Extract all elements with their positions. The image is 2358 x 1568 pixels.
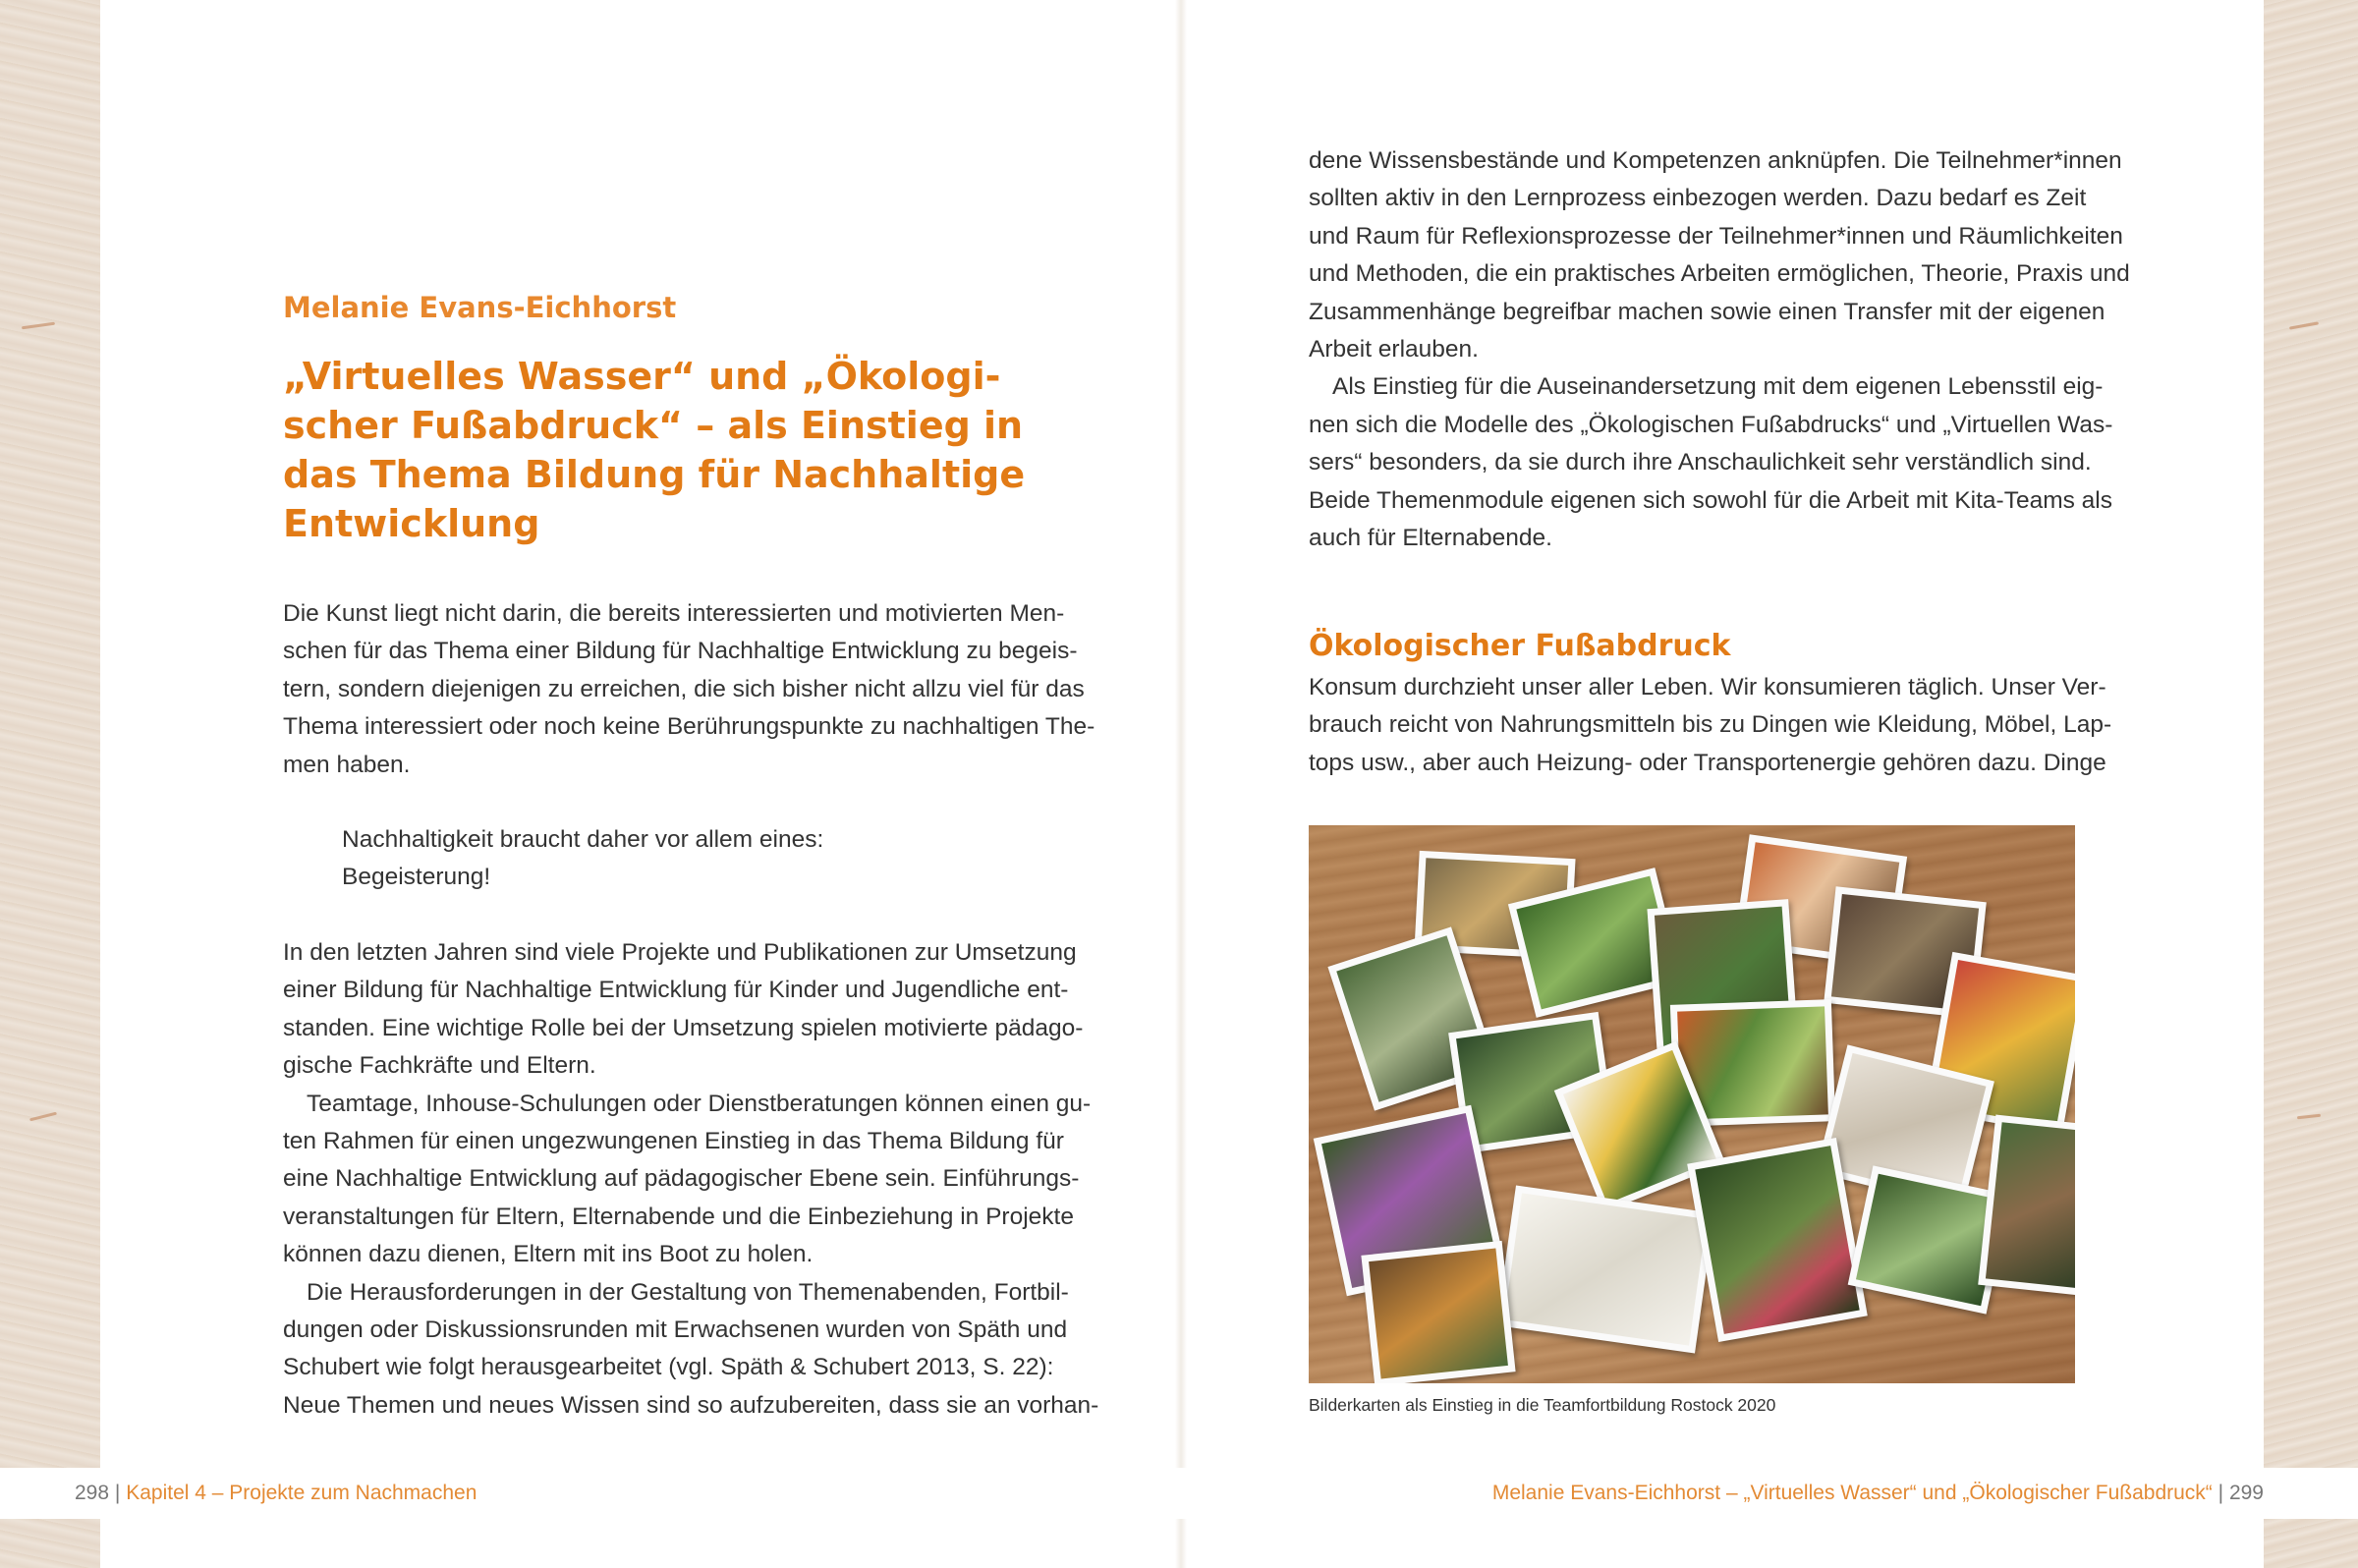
text-line: Beide Themenmodule eigenen sich sowohl für die Arbeit mit Kita-Teams als [1309,486,2112,514]
text-line: Die Herausforderungen in der Gestaltung von Themenabenden, Fortbil- [307,1278,1069,1306]
title-line: Entwicklung [283,502,540,545]
text-line: Arbeit erlauben. [1309,336,1479,364]
section-heading: Ökologischer Fußabdruck [1309,629,1731,663]
text-line: Die Kunst liegt nicht darin, die bereits interessierten und motivierten Men- [283,600,1065,627]
text-line: können dazu dienen, Eltern mit ins Boot zu holen. [283,1241,814,1268]
text-line: dene Wissensbestände und Kompetenzen anknüpfen. Die Teilnehmer*innen [1309,147,2122,174]
title-line: das Thema Bildung für Nachhaltige [283,453,1026,496]
author-name: Melanie Evans-Eichhorst [283,291,677,324]
body-text-left [283,934,1099,1425]
text-line: nen sich die Modelle des „Ökologischen Fußabdrucks“ und „Virtuellen Was- [1309,411,2113,438]
text-line: gische Fachkräfte und Eltern. [283,1052,596,1080]
text-line: dungen oder Diskussionsrunden mit Erwachsenen wurden von Späth und [283,1316,1068,1344]
footer-right [1492,1482,2264,1505]
text-line: Konsum durchzieht unser aller Leben. Wir konsumieren täglich. Unser Ver- [1309,674,2106,700]
text-line: tops usw., aber auch Heizung- oder Transportenergie gehören dazu. Dinge [1309,749,2106,776]
photo-card [1361,1241,1515,1383]
book-gutter [1175,0,1187,1568]
text-line: ten Rahmen für einen ungezwungenen Einstieg in das Thema Bildung für [283,1128,1064,1155]
page-number: 298 [75,1482,110,1504]
text-line: Zusammenhänge begreifbar machen sowie einen Transfer mit der eigenen [1309,298,2105,325]
text-line: auch für Elternabende. [1309,525,1552,552]
footer-separator: | [2218,1482,2224,1504]
text-line: sollten aktiv in den Lernprozess einbezogen werden. Dazu bedarf es Zeit [1309,185,2087,212]
text-line: Schubert wie folgt herausgearbeitet (vgl. Späth & Schubert 2013, S. 22): [283,1354,1054,1381]
footer-left [75,1482,477,1505]
chapter-title: Kapitel 4 – Projekte zum Nachmachen [126,1482,477,1504]
text-line: eine Nachhaltige Entwicklung auf pädagogischer Ebene sein. Einführungs- [283,1165,1080,1193]
text-line: und Raum für Reflexionsprozesse der Teilnehmer*innen und Räumlichkeiten [1309,222,2123,250]
body-text-right [1309,142,2130,557]
text-line: brauch reicht von Nahrungsmitteln bis zu Dingen wie Kleidung, Möbel, Lap- [1309,711,2112,739]
quote-line: Nachhaltigkeit braucht daher vor allem eines: [342,826,824,853]
article-title [283,352,1030,548]
text-line: men haben. [283,751,411,778]
photo-card [1496,1186,1714,1354]
title-line: „Virtuelles Wasser“ und „Ökologi- [283,355,1001,398]
photo-card [1978,1115,2075,1297]
paper-texture-left [0,0,100,1568]
photo-card [1687,1138,1868,1342]
text-line: tern, sondern diejenigen zu erreichen, die sich bisher nicht allzu viel für das [283,675,1085,702]
pull-quote [342,821,1030,897]
title-line: scher Fußabdruck“ – als Einstieg in [283,404,1024,447]
text-line: und Methoden, die ein praktisches Arbeiten ermöglichen, Theorie, Praxis und [1309,260,2130,288]
intro-paragraph [283,595,1095,784]
photo-caption: Bilderkarten als Einstieg in die Teamfortbildung Rostock 2020 [1309,1395,1776,1415]
text-line: sers“ besonders, da sie durch ihre Anschaulichkeit sehr verständlich sind. [1309,449,2092,476]
footer-separator: | [114,1482,121,1504]
running-head: Melanie Evans-Eichhorst – „Virtuelles Wasser“ und „Ökologischer Fußabdruck“ [1491,1482,2213,1504]
text-line: standen. Eine wichtige Rolle bei der Umsetzung spielen motivierte pädago- [283,1014,1084,1041]
text-line: Neue Themen und neues Wissen sind so aufzubereiten, dass sie an vorhan- [283,1391,1099,1419]
paper-texture-right [2264,0,2358,1568]
text-line: schen für das Thema einer Bildung für Nachhaltige Entwicklung zu begeis- [283,638,1078,665]
text-line: einer Bildung für Nachhaltige Entwicklung für Kinder und Jugendliche ent- [283,977,1069,1004]
text-line: Teamtage, Inhouse-Schulungen oder Dienstberatungen können einen gu- [307,1090,1092,1117]
text-line: veranstaltungen für Eltern, Elternabende und die Einbeziehung in Projekte [283,1203,1074,1230]
section-paragraph [1309,669,2112,782]
text-line: Thema interessiert oder noch keine Berührungspunkte zu nachhaltigen The- [283,713,1095,741]
quote-line: Begeisterung! [342,864,491,891]
photo-picture-cards [1309,825,2075,1383]
text-line: Als Einstieg für die Auseinandersetzung mit dem eigenen Lebensstil eig- [1332,373,2104,401]
text-line: In den letzten Jahren sind viele Projekte und Publikationen zur Umsetzung [283,939,1077,966]
page-number: 299 [2228,1482,2264,1504]
